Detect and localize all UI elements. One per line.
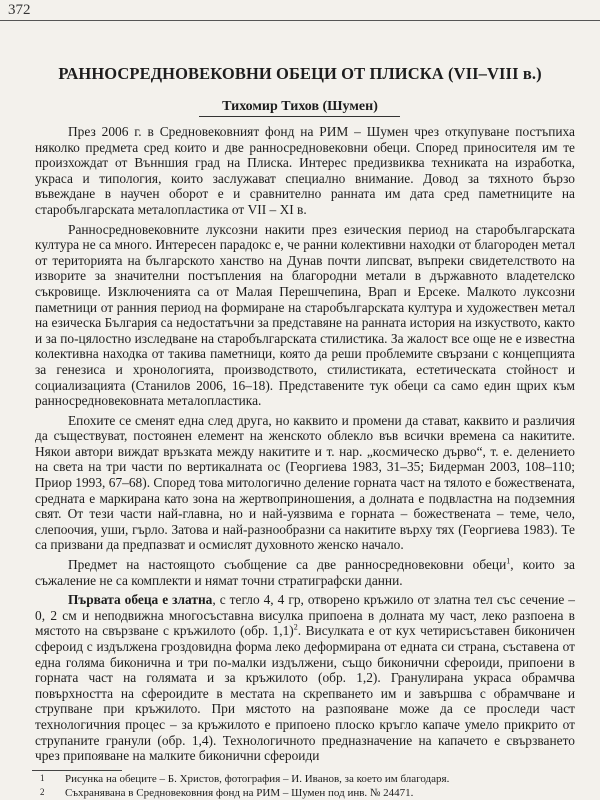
footnote-number: 1: [40, 773, 45, 783]
footnote-ref-1[interactable]: 1: [506, 556, 511, 566]
paragraph-text-continued: . Висулката е от кух четирисъставен биконичен сфероид с издължена гроздовидна форма леко деформирана от едната си страна, съставена от една голяма биконична и три по-малки издължени, също биконични сфероиди, припоени в горната част на голямата и за кръжилото (обр. 1,2). Гранулирана украса обрамчва повърхността на сфероидите в местата на скрепването им и завършва с обрамчване и струпване при кръжилото. При мястото на разпояване може да се проследи част технологичния процес – за кръжилото е припоено плоско кръгло капаче умело прикрито от струпаните гранули (обр. 1,4). Технологичното предназначение на капачето е свързването чрез припояване на малките биконични сфероиди: [35, 623, 576, 764]
author-underline: [199, 116, 400, 117]
paragraph-text-continued: , които за съжаление не са комплекти и нямат точни стратиграфски данни.: [35, 557, 575, 588]
paragraph-text: Епохите се сменят една след друга, но каквито и промени да стават, каквито и различия да съществуват, постоянен елемент на женското облекло във всички времена са накитите. Някои автори виждат връзката между накитите и т. нар. „космическо дърво“, т. е. делението на света на три части по вертикалната ос (Георгиева 1983, 31–35; Бидерман 2003, 108–110; Приор 1993, 67–68). Според това митологично деление горната част на тялото е божествената, средната е маркирана като зона на жертвоприношения, а долната е подвластна на подземния свят. От тези части най-главна, но и най-уязвима е горната – божествената – теме, чело, слепоочия, уши, гърло. Затова и най-разнообразни са накитите върху тях (Георгиева 1983). Те са призвани да предпазват и осмислят духовното женско начало.: [35, 412, 575, 553]
footnote-1: [40, 772, 580, 786]
footnotes: [40, 772, 580, 800]
footnote-ref-2[interactable]: 2: [293, 622, 298, 632]
article-body: [35, 124, 575, 768]
paragraph-5: [35, 592, 575, 764]
paragraph-4: [35, 557, 575, 588]
article-title: РАННОСРЕДНОВЕКОВНИ ОБЕЦИ ОТ ПЛИСКА (VII–VIII в.): [58, 64, 542, 83]
footnote-text: Рисунка на обеците – Б. Христов, фотография – И. Иванов, за което им благодаря.: [65, 773, 450, 785]
paragraph-text: , с тегло 4, 4 гр, отворено кръжило от златна тел със сечение – 0, 2 см и неподвижна многосъставна висулка припоена в долната му част, леко разпоена в мястото на свързване с кръжилото (обр. 1,1): [35, 592, 575, 639]
footnote-number: 2: [40, 787, 45, 797]
paragraph-lead-bold: Първата обеца е златна: [68, 592, 213, 608]
paragraph-1: [35, 124, 575, 218]
footnote-2: [40, 786, 580, 800]
article-author: Тихомир Тихов (Шумен): [222, 99, 378, 114]
paragraph-2: [35, 222, 575, 409]
paragraph-3: [35, 413, 575, 553]
footnote-text: Съхранявана в Средновековния фонд на РИМ – Шумен под инв. № 24471.: [65, 787, 414, 799]
paragraph-text: През 2006 г. в Средновековният фонд на РИМ – Шумен чрез откупуване постъпиха няколко предмета сред които и две ранносредновековни обеци. Според приносителя им те произхождат от Вънншия град на Плиска. Интерес предизвиква техниката на изработка, украса и типология, които заслужават специално внимание. Довод за тяхното бързо въвеждане в научен оборот е и сравнително ранната им дата сред паметниците на старобългарската металопластика от VII – XI в.: [35, 124, 575, 217]
header-rule: [0, 20, 600, 21]
paragraph-text: Предмет на настоящото съобщение са две ранносредновековни обеци: [68, 557, 507, 573]
paragraph-text: Ранносредновековните луксозни накити през езическия период на старобългарската култура не са много. Интересен парадокс е, че ранни колективни находки от благороден метал от територията на българското ханство на Дунав почти липсват, въпреки свидетелството на изворите за значителни постъпления на благородни метали в държавното владетелско съкровище. Изключенията са от Малая Перешчепина, Врап и Ерсеке. Малкото луксозни паметници от ранния период на формиране на старобългарската култура и художествен метал на езическа България са недостатъчни за представяне на ранната история на изкуството, както и за по-цялостно изследване на старобългарската стилистика. За жалост все още не е известна колективна находка от такива паметници, която да реши проблемите свързани с концепцията за генезиса и хронологията, производството, стилистиката, естетическата стойност и социализацията (Станилов 2006, 16–18). Представените тук обеци са само един щрих към ранносредновековната металопластика.: [35, 221, 575, 409]
page-number: 372: [8, 2, 31, 18]
footnote-rule: [32, 770, 122, 771]
